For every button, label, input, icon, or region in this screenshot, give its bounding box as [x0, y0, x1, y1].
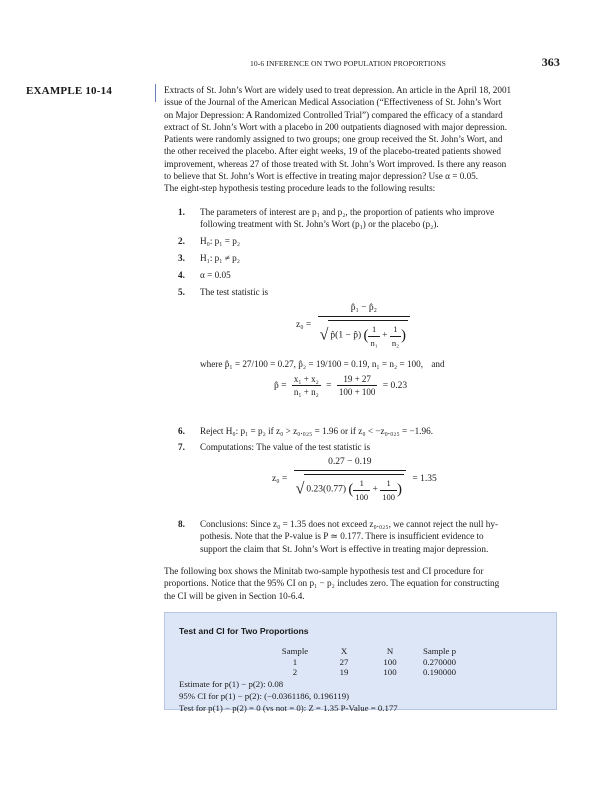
eq-plus: +: [382, 330, 388, 341]
step-text: The test statistic is: [200, 287, 269, 297]
sqrt-icon: √: [319, 326, 329, 344]
step-number: 7.: [178, 442, 185, 452]
example-intro: [164, 84, 558, 195]
intro-line: on Major Depression: A Randomized Controlled Trial”) compared the efficacy of a standard: [164, 109, 503, 120]
para-line: the CI will be given in Section 10-6.4.: [164, 590, 305, 601]
eq-plus: +: [372, 484, 378, 495]
pooled-proportion-formula: [274, 373, 407, 399]
column-header: Sample p: [423, 646, 456, 656]
step-text: H₀: p₁ = p₂: [200, 236, 241, 246]
where-line: [200, 358, 445, 370]
table-header-row: [269, 646, 483, 657]
intro-line: extract of St. John’s Wort with a placebo in 200 outpatients diagnosed with major depression.: [164, 121, 508, 132]
step-text: support the claim that St. John’s Wort is effective in treating major depression.: [200, 543, 489, 554]
eq-equals: =: [326, 380, 332, 391]
eq-n1: 100: [355, 491, 369, 502]
step-number: 2.: [178, 236, 185, 246]
minitab-title: Test and CI for Two Proportions: [179, 626, 309, 636]
step-number: 6.: [178, 426, 185, 436]
step-text: pothesis. Note that the P-value is P ≃ 0.177. There is insufficient evidence to: [200, 531, 484, 542]
eq-lhs: p̂ =: [274, 380, 287, 391]
table-row: [269, 667, 483, 678]
eq-numerator: 0.27 − 0.19: [328, 457, 372, 467]
eq-numerator: p̂₁ − p̂₂: [350, 303, 377, 313]
paren-right: ): [401, 327, 407, 344]
where-and: and: [431, 359, 445, 369]
column-header: Sample: [281, 646, 309, 656]
eq-one: 1: [386, 478, 391, 489]
step-number: 4.: [178, 270, 185, 280]
column-header: N: [386, 646, 394, 656]
step-text: Computations: The value of the test statistic is: [200, 442, 371, 452]
intro-line: the other received the placebo. After eight weeks, 19 of the placebo-treated patients showed: [164, 146, 501, 157]
table-cell: 1: [292, 656, 298, 667]
minitab-output-box: [164, 612, 557, 713]
step-text: H₁: p₁ ≠ p₂: [200, 253, 240, 263]
eq-one: 1: [359, 478, 364, 489]
intro-line: Patients were randomly assigned to two groups; one group received the St. John’s Wort, and: [164, 134, 503, 145]
eq-denominator: 100 + 100: [338, 387, 376, 398]
table-cell: 19: [339, 667, 349, 678]
eq-numerator: x₁ + x₂: [293, 374, 319, 384]
running-head-title: 10-6 INFERENCE ON TWO POPULATION PROPORTIONS: [250, 59, 446, 68]
step-number: 8.: [178, 519, 185, 529]
eq-denominator: p̂(1 − p̂): [330, 330, 362, 341]
minitab-intro-paragraph: [164, 565, 558, 602]
eq-result: = 0.23: [382, 380, 408, 391]
intro-line: improvement, whereas 27 of those treated with St. John’s Wort improved. Is there any reason: [164, 158, 507, 169]
test-statistic-formula: [296, 302, 410, 349]
step-text: The parameters of interest are p₁ and p₂, the proportion of patients who improve: [200, 207, 495, 217]
step-text: α = 0.05: [200, 270, 231, 280]
table-cell: 2: [292, 667, 298, 678]
step-number: 3.: [178, 253, 185, 263]
eq-n2: n₂: [391, 337, 400, 348]
paren-left: (: [363, 327, 369, 344]
eq-n1: n₁: [370, 337, 378, 348]
table-row: [269, 657, 483, 668]
step-text: following treatment with St. John’s Wort (p₁) or the placebo (p₂).: [200, 219, 439, 230]
table-cell: 100: [383, 656, 397, 667]
eq-one: 1: [393, 324, 398, 335]
minitab-table: [269, 646, 483, 678]
where-text: where p̂₁ = 27/100 = 0.27, p̂₂ = 19/100 = 0.19, n₁ = n₂ = 100,: [200, 359, 424, 369]
eq-lhs: z₀ =: [272, 474, 288, 485]
step-text: Conclusions: Since z₀ = 1.35 does not exceed z₀.₀₂₅, we cannot reject the null hy-: [200, 519, 499, 529]
eq-denominator: n₁ + n₂: [293, 387, 319, 398]
example-rule: [155, 84, 156, 102]
example-label: EXAMPLE 10-14: [26, 85, 113, 97]
intro-line: issue of the Journal of the American Medical Association (“Effectiveness of St. John’s Wort: [164, 97, 502, 108]
paren-left: (: [348, 481, 354, 498]
table-cell: 0.190000: [423, 667, 456, 678]
table-cell: 0.270000: [423, 656, 456, 667]
step-number: 1.: [178, 207, 185, 217]
step-number: 5.: [178, 287, 185, 297]
eq-one: 1: [371, 324, 377, 335]
minitab-test: Test for p(1) − p(2) = 0 (vs not = 0): Z = 1.35 P-Value = 0.177: [179, 703, 398, 713]
column-header: X: [340, 646, 348, 656]
eq-numerator: 19 + 27: [343, 374, 371, 384]
eq-lhs: z₀ =: [296, 320, 312, 331]
table-cell: 27: [339, 656, 349, 667]
sqrt-icon: √: [295, 480, 305, 498]
intro-line: Extracts of St. John’s Wort are widely used to treat depression. An article in the April 18, 2001: [164, 85, 512, 95]
paren-right: ): [396, 481, 402, 498]
para-line: The following box shows the Minitab two-sample hypothesis test and CI procedure for: [164, 566, 484, 576]
eq-n2: 100: [382, 491, 395, 502]
intro-line: to believe that St. John’s Wort is effective in treating major depression? Use α = 0.05.: [164, 171, 479, 182]
minitab-estimate: Estimate for p(1) − p(2): 0.08: [179, 679, 284, 689]
step-text: Reject H₀: p₁ = p₂ if z₀ > z₀.₀₂₅ = 1.96 or if z₀ < −z₀.₀₂₅ = −1.96.: [200, 426, 434, 436]
computation-formula: [272, 456, 437, 503]
eq-denominator: 0.23(0.77): [306, 484, 346, 495]
para-line: proportions. Notice that the 95% CI on p₁ − p₂ includes zero. The equation for constructing: [164, 578, 500, 589]
intro-line: The eight-step hypothesis testing procedure leads to the following results:: [164, 183, 436, 194]
page-number: 363: [541, 55, 560, 69]
eq-result: = 1.35: [412, 474, 437, 485]
minitab-ci: 95% CI for p(1) − p(2): (−0.0361186, 0.196119): [179, 691, 350, 701]
table-cell: 100: [383, 667, 397, 678]
